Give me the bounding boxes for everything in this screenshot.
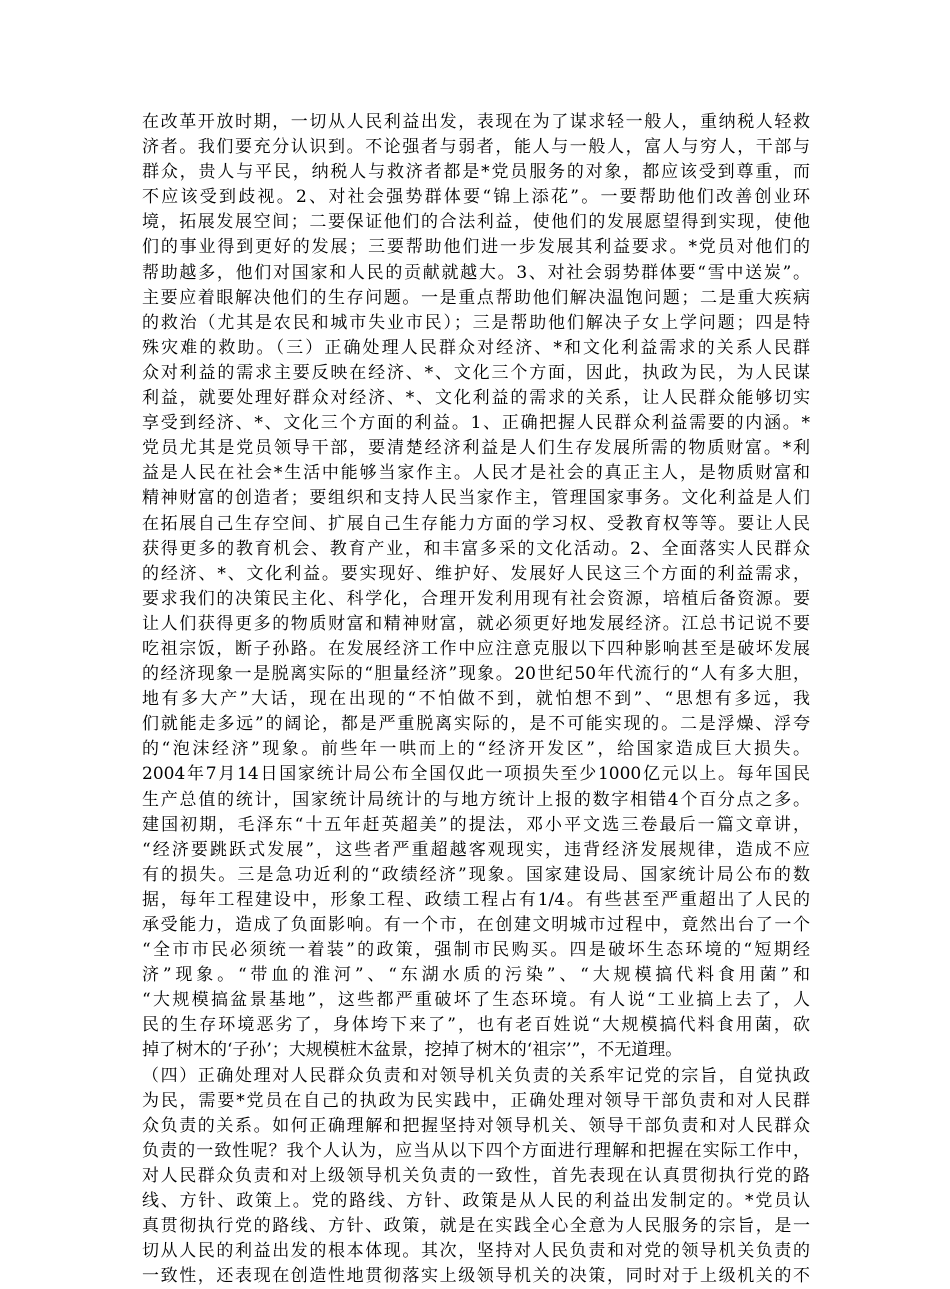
text-line: 生产总值的统计，国家统计局统计的与地方统计上报的数字相错4个百分点之多。 (142, 789, 810, 810)
text-line: 主要应着眼解决他们的生存问题。一是重点帮助他们解决温饱问题；二是重大疾病 (142, 287, 810, 308)
text-line: 的经济、*、文化利益。要实现好、维护好、发展好人民这三个方面的利益需求， (142, 563, 810, 584)
text-line: “经济要跳跃式发展”，这些者严重超越客观现实，违背经济发展规律，造成不应 (142, 839, 810, 860)
text-line: 的“泡沫经济”现象。前些年一哄而上的“经济开发区”，给国家造成巨大损失。 (142, 739, 810, 760)
text-line: 在拓展自己生存空间、扩展自己生存能力方面的学习权、受教育权等等。要让人民 (142, 513, 810, 534)
text-line: 帮助越多，他们对国家和人民的贡献就越大。3、对社会弱势群体要“雪中送炭”。 (142, 262, 810, 283)
text-line: 境，拓展发展空间；二要保证他们的合法利益，使他们的发展愿望得到实现，使他 (142, 212, 810, 233)
text-line: 切从人民的利益出发的根本体现。其次，坚持对人民负责和对党的领导机关负责的 (142, 1241, 810, 1262)
text-line: 利益，就要处理好群众对经济、*、文化利益的需求的关系，让人民群众能够切实 (142, 388, 810, 409)
text-line: 获得更多的教育机会、教育产业，和丰富多采的文化活动。2、全面落实人民群众 (142, 538, 810, 559)
text-line: 们的事业得到更好的发展；三要帮助他们进一步发展其利益要求。*党员对他们的 (142, 237, 810, 258)
text-line: 负责的一致性呢？我个人认为，应当从以下四个方面进行理解和把握在实际工作中， (142, 1140, 810, 1161)
text-line: 为民，需要*党员在自己的执政为民实践中，正确处理对领导干部负责和对人民群 (142, 1090, 810, 1111)
text-line: 建国初期，毛泽东“十五年赶英超美”的提法，邓小平文选三卷最后一篇文章讲， (142, 814, 810, 835)
text-line: 众负责的关系。如何正确理解和把握坚持对领导机关、领导干部负责和对人民群众 (142, 1115, 810, 1136)
text-line: 要求我们的决策民主化、科学化，合理开发利用现有社会资源，培植后备资源。要 (142, 588, 810, 609)
text-line: 众对利益的需求主要反映在经济、*、文化三个方面，因此，执政为民，为人民谋 (142, 362, 810, 383)
text-line: “全市市民必须统一着装”的政策，强制市民购买。四是破坏生态环境的“短期经 (142, 940, 810, 961)
text-line: 让人们获得更多的物质财富和精神财富，就必须更好地发展经济。江总书记说不要 (142, 613, 810, 634)
text-line: 有的损失。三是急功近利的“政绩经济”现象。国家建设局、国家统计局公布的数 (142, 864, 810, 885)
text-line: 真贯彻执行党的路线、方针、政策，就是在实践全心全意为人民服务的宗旨，是一 (142, 1216, 810, 1237)
text-line: 益是人民在社会*生活中能够当家作主。人民才是社会的真正主人，是物质财富和 (142, 463, 810, 484)
text-line: （四）正确处理对人民群众负责和对领导机关负责的关系牢记党的宗旨，自觉执政 (142, 1065, 810, 1086)
text-line: 地有多大产”大话，现在出现的“不怕做不到，就怕想不到”、“思想有多远，我 (142, 689, 810, 710)
text-line: 据，每年工程建设中，形象工程、政绩工程占有1/4。有些甚至严重超出了人民的 (142, 889, 810, 910)
text-line: 精神财富的创造者；要组织和支持人民当家作主，管理国家事务。文化利益是人们 (142, 488, 810, 509)
text-line: 群众，贵人与平民，纳税人与救济者都是*党员服务的对象，都应该受到尊重，而 (142, 162, 810, 183)
text-line: 吃祖宗饭，断子孙路。在发展经济工作中应注意克服以下四种影响甚至是破坏发展 (142, 638, 810, 659)
text-line: 党员尤其是党员领导干部，要清楚经济利益是人们生存发展所需的物质财富。*利 (142, 438, 810, 459)
text-line: 的经济现象一是脱离实际的“胆量经济”现象。20世纪50年代流行的“人有多大胆， (142, 664, 810, 685)
text-line: “大规模搞盆景基地”，这些都严重破坏了生态环境。有人说“工业搞上去了，人 (142, 990, 810, 1011)
text-line: 对人民群众负责和对上级领导机关负责的一致性，首先表现在认真贯彻执行党的路 (142, 1165, 810, 1186)
text-line: 不应该受到歧视。2、对社会强势群体要“锦上添花”。一要帮助他们改善创业环 (142, 187, 810, 208)
text-line: 承受能力，造成了负面影响。有一个市，在创建文明城市过程中，竟然出台了一个 (142, 915, 810, 935)
text-line: 济”现象。“带血的淮河”、“东湖水质的污染”、“大规模搞代料食用菌”和 (142, 965, 810, 986)
text-line: 在改革开放时期，一切从人民利益出发，表现在为了谋求轻一般人，重纳税人轻救 (142, 112, 810, 132)
text-line: 民的生存环境恶劣了，身体垮下来了”，也有老百姓说“大规模搞代料食用菌，砍 (142, 1015, 810, 1036)
document-page (142, 110, 810, 1289)
text-line: 济者。我们要充分认识到。不论强者与弱者，能人与一般人，富人与穷人，干部与 (142, 137, 810, 158)
text-line: 们就能走多远”的阔论，都是严重脱离实际的，是不可能实现的。二是浮燥、浮夸 (142, 714, 810, 735)
text-line: 享受到经济、*、文化三个方面的利益。1、正确把握人民群众利益需要的内涵。* (142, 413, 810, 434)
text-line: 线、方针、政策上。党的路线、方针、政策是从人民的利益出发制定的。*党员认 (142, 1191, 810, 1212)
text-line: 的救治（尤其是农民和城市失业市民）；三是帮助他们解决子女上学问题；四是特 (142, 312, 810, 333)
text-line: 掉了树木的‘子孙’；大规模桩木盆景，挖掉了树木的‘祖宗’”，不无道理。 (142, 1040, 683, 1061)
text-line: 2004年7月14日国家统计局公布全国仅此一项损失至少1000亿元以上。每年国民 (142, 764, 810, 785)
text-line: 殊灾难的救助。（三）正确处理人民群众对经济、*和文化利益需求的关系人民群 (142, 337, 810, 358)
text-line: 一致性，还表现在创造性地贯彻落实上级领导机关的决策，同时对于上级机关的不 (142, 1266, 810, 1287)
